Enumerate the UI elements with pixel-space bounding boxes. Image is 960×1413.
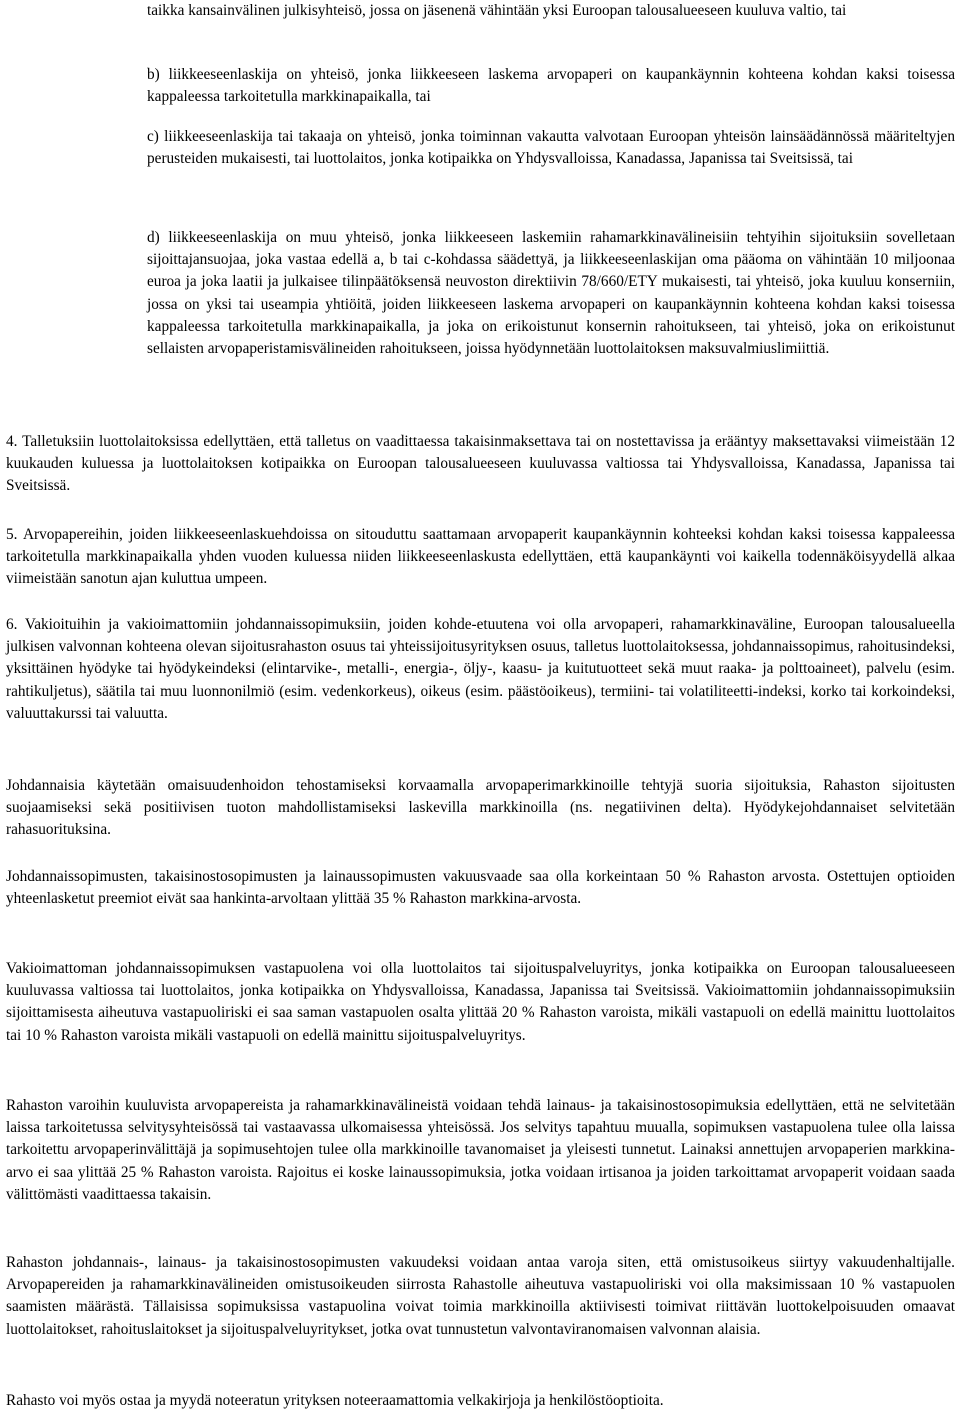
subitem-c: c) liikkeeseenlaskija tai takaaja on yhteisö, jonka toiminnan vakautta valvotaan Euroopan yhteisön lainsäädännössä määriteltyjen perusteiden mukaisesti, tai luottolaitos, jonka kotipaikka on Yhdysvalloissa, Kanadassa, Japanissa tai Sveitsissä, tai <box>147 128 955 168</box>
subitem-d: d) liikkeeseenlaskija on muu yhteisö, jonka liikkeeseen laskemiin rahamarkkinavälineisiin tehtyihin sijoituksiin sovelletaan sijoittajansuojaa, joka vastaa edellä a, b tai c-kohdassa säädettyä, ja liikkeeseenlaskijan oma pääoma on vähintään 10 miljoonaa euroa ja joka laatii ja julkaisee tilinpäätöksensä neuvoston direktiivin 78/660/ETY mukaisesti, tai yhteisö, joka kuuluu konserniin, jossa on yksi tai useampia yhtiöitä, joiden liikkeeseen laskema arvopaperi on kaupankäynnin kohteena kohdan kaksi toisessa kappaleessa tarkoitetulla markkinapaikalla, ja joka on erikoistunut konsernin rahoitukseen, tai yhteisö, joka on erikoistunut sellaisten arvopaperistamisvälineiden rahoitukseen, joissa hyödynnetään luottolaitoksen maksuvalmiuslimiittiä. <box>147 229 955 358</box>
subitem-b: b) liikkeeseenlaskija on yhteisö, jonka liikkeeseen laskema arvopaperi on kaupankäynnin kohteena kohdan kaksi toisessa kappaleessa tarkoitetulla markkinapaikalla, tai <box>147 66 955 106</box>
paragraph-collateral-limits: Johdannaissopimusten, takaisinostosopimusten ja lainaussopimusten vakuusvaade saa olla korkeintaan 50 % Rahaston arvosta. Ostettujen optioiden yhteenlasketut preemiot eivät saa hankinta-arvoltaan ylittää 35 % Rahaston markkina-arvosta. <box>6 868 955 908</box>
paragraph-5-securities: 5. Arvopapereihin, joiden liikkeeseenlaskuehdoissa on sitouduttu saattamaan arvopaperit kaupankäynnin kohteeksi kohdan kaksi toisessa kappaleessa tarkoitetulla markkinapaikalla yhden vuoden kuluessa niiden liikkeeseenlaskusta edellyttäen, että kaupankäynti voi kaikella todennäköisyydellä alkaa viimeistään sanotun ajan kuluttua umpeen. <box>6 526 955 588</box>
paragraph-unlisted-instruments: Rahasto voi myös ostaa ja myydä noteeratun yrityksen noteeraamattomia velkakirjoja ja henkilöstöoptioita. <box>6 1392 664 1409</box>
paragraph-ownership-transfer: Rahaston johdannais-, lainaus- ja takaisinostosopimusten vakuudeksi voidaan antaa varoja siten, että omistusoikeus siirtyy vakuudenhaltijalle. Arvopapereiden ja rahamarkkinavälineiden omistusoikeuden siirrosta Rahastolle aiheutuva vastapuoliriski voi olla maksimissaan 10 % vastapuolen saamisten määrästä. Tällaisissa sopimuksissa vastapuolina voivat toimia markkinoilla aktiivisesti toimivat riittävän luottokelpoisuuden omaavat luottolaitokset, rahoituslaitokset ja sijoituspalveluyritykset, jotka ovat tunnustetun valvontaviranomaisen valvonnan alaisia. <box>6 1254 955 1338</box>
paragraph-4-deposits: 4. Talletuksiin luottolaitoksissa edellyttäen, että talletus on vaadittaessa takaisinmaksettava tai on nostettavissa ja erääntyy maksettavaksi viimeistään 12 kuukauden kuluessa ja luottolaitoksen kotipaikka on Euroopan talousalueeseen kuuluvassa valtiossa tai Yhdysvalloissa, Kanadassa, Japanissa tai Sveitsissä. <box>6 433 955 495</box>
paragraph-lending: Rahaston varoihin kuuluvista arvopapereista ja rahamarkkinavälineistä voidaan tehdä lainaus- ja takaisinostosopimuksia edellyttäen, että ne selvitetään laissa tarkoitetussa selvitysyhteisössä tai vastaavassa ulkomaisessa yhteisössä. Jos selvitys tapahtuu muualla, sopimuksen vastapuolena tulee olla laissa tarkoitettu arvopaperinvälittäjä ja sopimusehtojen tulee olla markkinoille tavanomaiset ja yleisesti tunnetut. Lainaksi annettujen arvopaperien markkina-arvo ei saa ylittää 25 % Rahaston varoista. Rajoitus ei koske lainaussopimuksia, jotka voidaan irtisanoa ja joiden tarkoittamat arvopaperit voidaan saada välittömästi vaadittaessa takaisin. <box>6 1097 955 1203</box>
paragraph-6-derivatives: 6. Vakioituihin ja vakioimattomiin johdannaissopimuksiin, joiden kohde-etuutena voi olla arvopaperi, rahamarkkinaväline, Euroopan talousalueella julkisen valvonnan kohteena olevan sijoitusrahaston osuus tai yhteissijoitusyrityksen osuus, talletus luottolaitoksessa, johdannaissopimus, rahoitusindeksi, yksittäinen hyödyke tai hyödykeindeksi (elintarvike-, metalli-, energia-, öljy-, kaasu- ja kuitutuotteet sekä muut raaka- ja polttoaineet), palvelu (esim. rahtikuljetus), säätila tai muu luonnonilmiö (esim. vedenkorkeus), oikeus (esim. päästöoikeus), termiini- tai volatiliteetti-indeksi, korko tai korkoindeksi, valuuttakurssi tai valuutta. <box>6 616 955 722</box>
subitem-a-continuation: taikka kansainvälinen julkisyhteisö, jossa on jäsenenä vähintään yksi Euroopan talousalueeseen kuuluva valtio, tai <box>147 2 847 19</box>
paragraph-derivatives-usage: Johdannaisia käytetään omaisuudenhoidon tehostamiseksi korvaamalla arvopaperimarkkinoille tehtyjä suoria sijoituksia, Rahaston sijoitusten suojaamiseksi sekä positiivisen tuoton mahdollistamiseksi laskevilla markkinoilla (ns. negatiivinen delta). Hyödykejohdannaiset selvitetään rahasuorituksina. <box>6 777 955 839</box>
paragraph-counterparty: Vakioimattoman johdannaissopimuksen vastapuolena voi olla luottolaitos tai sijoituspalveluyritys, jonka kotipaikka on Euroopan talousalueeseen kuuluvassa valtiossa tai luottolaitos, jonka kotipaikka on Yhdysvalloissa, Kanadassa, Japanissa tai Sveitsissä. Vakioimattomiin johdannaissopimuksiin sijoittamisesta aiheutuva vastapuoliriski ei saa saman vastapuolen osalta ylittää 20 % Rahaston varoista, mikäli vastapuoli on edellä mainittu luottolaitos tai 10 % Rahaston varoista mikäli vastapuoli on edellä mainittu sijoituspalveluyritys. <box>6 960 955 1044</box>
